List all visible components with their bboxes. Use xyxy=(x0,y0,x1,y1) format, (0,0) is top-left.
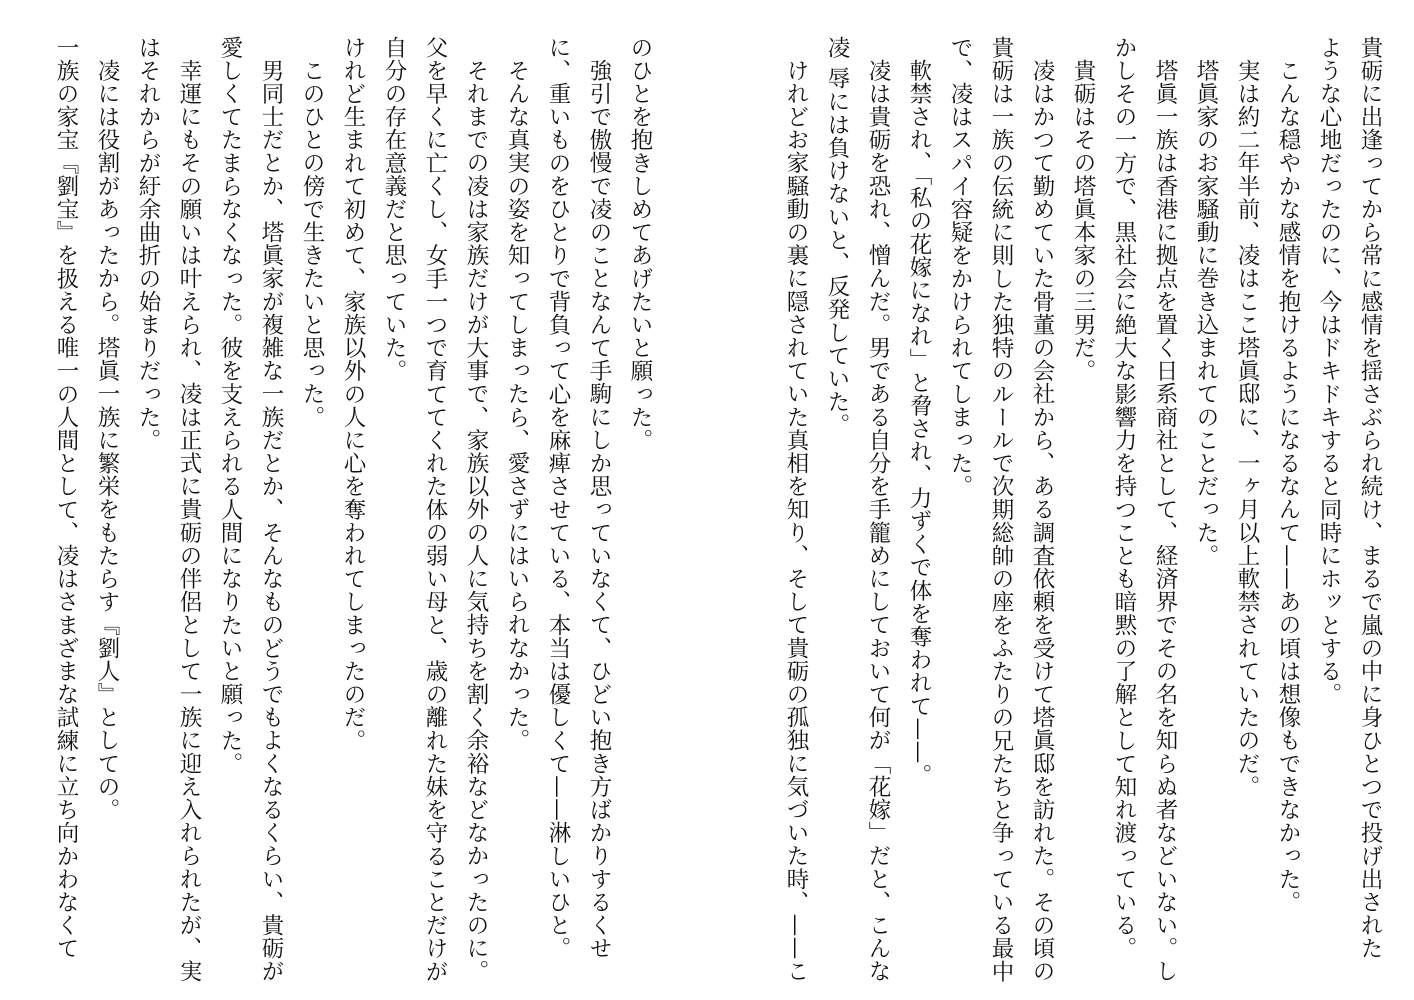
text-line: のひとを抱きしめてあげたいと願った。 xyxy=(627,36,653,452)
text-line: けれどお家騒動の裏に隠されていた真相を知り、そして貴砺の孤独に気づいた時、——こ xyxy=(783,58,809,983)
right-page xyxy=(760,36,1390,984)
text-line: 凌は貴砺を恐れ、憎んだ。男である自分を手籠めにしておいて何が「花嫁」だと、こんな xyxy=(865,58,891,983)
text-line: 実は約二年半前、凌はここ塔眞邸に、一ヶ月以上軟禁されていたのだ。 xyxy=(1234,58,1260,798)
text-line: で、凌はスパイ容疑をかけられてしまった。 xyxy=(947,36,973,498)
text-line: 凌はかつて勤めていた骨董の会社から、ある調査依頼を受けて塔眞邸を訪れた。その頃の xyxy=(1029,58,1055,983)
text-line: 凌には役割があったから。塔眞一族に繁栄をもたらす『劉人』としての。 xyxy=(94,58,120,821)
text-line: そんな真実の姿を知ってしまったら、愛さずにはいられなかった。 xyxy=(504,58,530,752)
text-line: それまでの凌は家族だけが大事で、家族以外の人に気持ちを割く余裕などなかったのに。 xyxy=(463,58,489,983)
left-page xyxy=(53,36,660,984)
page-gutter xyxy=(706,0,707,1000)
text-line: 父を早くに亡くし、女手一つで育ててくれた体の弱い母と、歳の離れた妹を守ることだけが xyxy=(422,36,448,984)
text-line: かしその一方で、黒社会に絶大な影響力を持つことも暗黙の了解として知れ渡っている。 xyxy=(1111,36,1137,960)
text-line: こんな穏やかな感情を抱けるようになるなんて——あの頃は想像もできなかった。 xyxy=(1275,58,1301,914)
text-line: 塔眞一族は香港に拠点を置く日系商社として、経済界でその名を知らぬ者などいない。し xyxy=(1152,58,1178,983)
text-line: 一族の家宝『劉宝』を扱える唯一の人間として、凌はさまざまな試練に立ち向かわなくて xyxy=(53,36,79,960)
text-line: 塔眞家のお家騒動に巻き込まれてのことだった。 xyxy=(1193,58,1219,567)
text-line: はそれからが紆余曲折の始まりだった。 xyxy=(135,36,161,452)
text-line: このひとの傍で生きたいと思った。 xyxy=(299,58,325,429)
text-line: 貴砺は一族の伝統に則した独特のルールで次期総帥の座をふたりの兄たちと争っている最中 xyxy=(988,36,1014,984)
text-line: 自分の存在意義だと思っていた。 xyxy=(381,36,407,383)
right-page-text xyxy=(760,36,1390,984)
text-line: 強引で傲慢で凌のことなんて手駒にしか思っていなくて、ひどい抱き方ばかりするくせ xyxy=(586,58,612,960)
text-line: 幸運にもその願いは叶えられ、凌は正式に貴砺の伴侶として一族に迎え入れられたが、実 xyxy=(176,58,202,983)
text-line: 軟禁され、「私の花嫁になれ」と脅され、力ずくで体を奪われて——。 xyxy=(906,58,932,787)
text-line: 男同士だとか、塔眞家が複雑な一族だとか、そんなものどうでもよくなるくらい、貴砺が xyxy=(258,58,284,983)
left-page-text xyxy=(53,36,660,984)
text-line: 愛しくてたまらなくなった。彼を支えられる人間になりたいと願った。 xyxy=(217,36,243,776)
text-line: 凌 辱には負けないと、反発していた。 xyxy=(824,36,850,437)
text-line: 貴砺はその塔眞本家の三男だ。 xyxy=(1070,58,1096,382)
text-line: に、重いものをひとりで背負って心を麻痺させている、本当は優しくて——淋しいひと。 xyxy=(545,36,571,960)
text-line: けれど生まれて初めて、家族以外の人に心を奪われてしまったのだ。 xyxy=(340,36,366,753)
text-line: 貴砺に出逢ってから常に感情を揺さぶられ続け、まるで嵐の中に身ひとつで投げ出された xyxy=(1357,36,1383,960)
text-line: ような心地だったのに、今はドキドキすると同時にホッとする。 xyxy=(1316,36,1342,706)
